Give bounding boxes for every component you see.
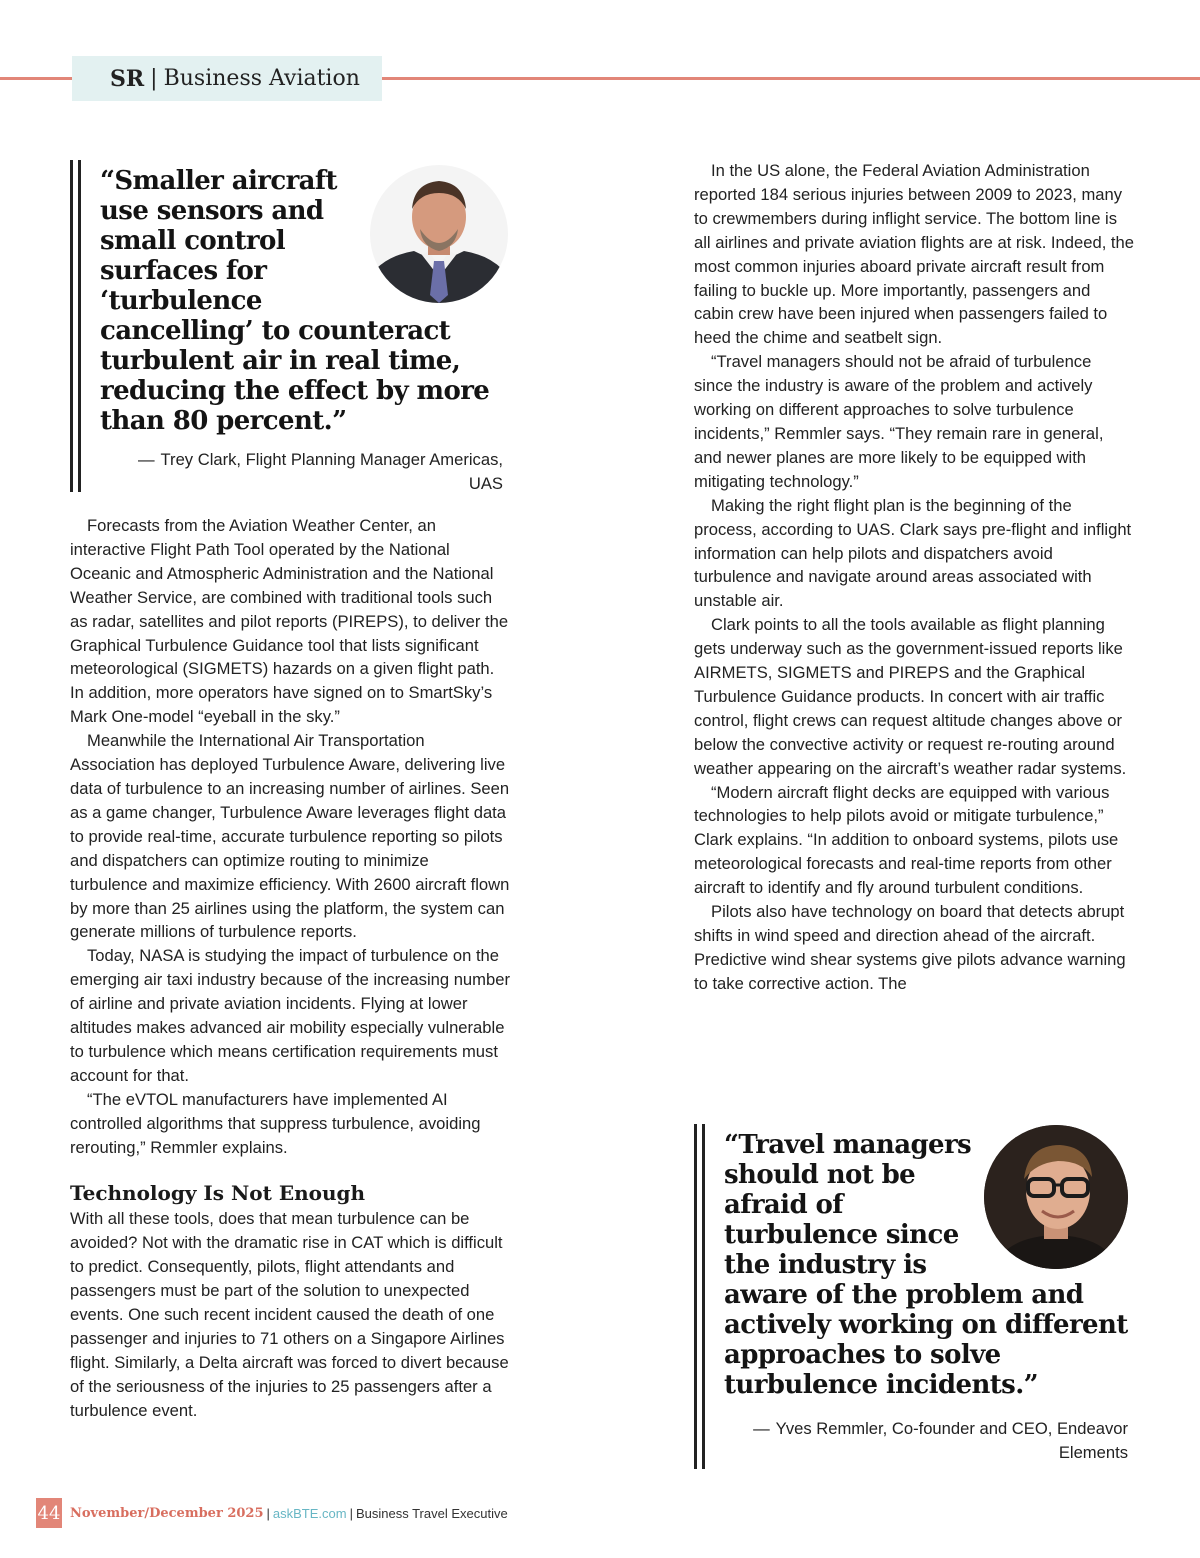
issue-date: November/December 2025 — [70, 1505, 264, 1521]
section-title: Business Aviation — [163, 66, 360, 91]
pullquote-text: “Smaller aircraft use sensors and small control surfaces for ‘turbulence cancelling’ to counteract turbulent air in real time, reducing the effect by more than 80 percent.” — [100, 166, 490, 436]
pullquote-attribution — [100, 448, 503, 496]
article-paragraph: Clark points to all the tools available as flight planning gets underway such as the government-issued reports like AIRMETS, SIGMETS and PIREPS and the Graphical Turbulence Guidance products. In concert with air traffic control, flight crews can request altitude changes above or below the convective activity or request re-routing around weather appearing on the aircraft’s weather radar systems. — [694, 615, 1127, 778]
attribution-text: Trey Clark, Flight Planning Manager Americas, UAS — [160, 450, 503, 493]
footer-separator: | — [349, 1505, 353, 1521]
footer-separator: | — [266, 1505, 270, 1521]
article-paragraph: Forecasts from the Aviation Weather Center, an interactive Flight Path Tool operated by the National Oceanic and Atmospheric Administration and the National Weather Service, are combined with traditional tools such as radar, satellites and pilot reports (PIREPS), to deliver the Graphical Turbulence Guidance tool that lists significant meteorological (SIGMETS) hazards on a given flight path. In addition, more operators have signed on to SmartSky’s Mark One-model “eyeball in the sky.” — [70, 516, 509, 727]
article-column-right — [694, 159, 1134, 996]
article-paragraph: In the US alone, the Federal Aviation Administration reported 184 serious injuries between 2009 to 2023, many to crewmembers during inflight service. The bottom line is all airlines and private aviation flights are at risk. Indeed, the most common injuries aboard private aircraft result from failing to buckle up. More importantly, passengers and cabin crew have been injured when passengers failed to heed the chime and seatbelt sign. — [694, 161, 1134, 348]
article-paragraph: Today, NASA is studying the impact of turbulence on the emerging air taxi industry because of the increasing number of airline and private aviation incidents. Flying at lower altitudes makes advanced air mobility especially vulnerable to turbulence which means certification requirements must account for that. — [70, 946, 510, 1085]
page-number: 44 — [36, 1498, 62, 1528]
quote-bar — [694, 1124, 697, 1469]
attribution-text: Yves Remmler, Co-founder and CEO, Endeavor Elements — [775, 1419, 1128, 1462]
article-paragraph: “Modern aircraft flight decks are equipped with various technologies to help pilots avoid or mitigate turbulence,” Clark explains. “In addition to onboard systems, pilots use meteorological forecasts and real-time reports from other aircraft to identify and fly around turbulent conditions. — [694, 782, 1119, 898]
header-rule-left — [0, 77, 72, 80]
publication-name: Business Travel Executive — [355, 1505, 508, 1521]
article-paragraph: Meanwhile the International Air Transportation Association has deployed Turbulence Aware, delivering live data of turbulence to an increasing number of airlines. Seen as a game changer, Turbulence Aware leverages flight data to provide real-time, accurate turbulence reporting so pilots and dispatchers can optimize routing to minimize turbulence and maximize efficiency. With 2600 aircraft flown by more than 25 airlines using the platform, the system can generate millions of turbulence reports. — [70, 731, 510, 942]
section-abbr: SR — [110, 65, 145, 92]
portrait-icon — [370, 165, 508, 303]
section-header — [72, 56, 382, 101]
article-paragraph: With all these tools, does that mean turbulence can be avoided? Not with the dramatic rise in CAT which is difficult to predict. Consequently, pilots, flight attendants and passengers must be part of the solution to unexpected events. One such recent incident caused the death of one passenger and injuries to 71 others on a Singapore Airlines flight. Similarly, a Delta aircraft was forced to divert because of the seriousness of the injuries to 25 passengers after a turbulence event. — [70, 1209, 509, 1420]
article-paragraph: Pilots also have technology on board that detects abrupt shifts in wind speed and direction ahead of the aircraft. Predictive wind shear systems give pilots advance warning to take corrective action. The — [694, 902, 1126, 993]
pullquote-text: “Travel managers should not be afraid of turbulence since the industry is aware of the problem and actively working on different approaches to solve turbulence incidents.” — [724, 1130, 1128, 1400]
header-rule-right — [382, 77, 1200, 80]
quote-bar — [702, 1124, 705, 1469]
header-separator: | — [150, 66, 158, 91]
quote-bar — [78, 160, 81, 492]
attribution-dash: — — [137, 450, 155, 469]
pullquote-attribution — [724, 1417, 1128, 1465]
avatar-trey-clark — [370, 165, 508, 303]
attribution-dash: — — [753, 1419, 770, 1438]
page-footer — [36, 1498, 508, 1528]
subheading: Technology Is Not Enough — [70, 1181, 366, 1206]
website-link[interactable]: askBTE.com — [272, 1505, 347, 1521]
article-paragraph: “The eVTOL manufacturers have implemented AI controlled algorithms that suppress turbulence, avoiding rerouting,” Remmler explains. — [70, 1089, 481, 1157]
article-paragraph: Making the right flight plan is the beginning of the process, according to UAS. Clark says pre-flight and inflight information can help pilots and dispatchers avoid turbulence and navigate around areas associated with unstable air. — [694, 495, 1132, 611]
article-paragraph: “Travel managers should not be afraid of turbulence since the industry is aware of the problem and actively working on different approaches to solve turbulence incidents,” Remmler says. “They remain rare in general, and newer planes are more likely to be equipped with mitigating technology.” — [694, 352, 1104, 491]
article-column-left — [70, 514, 510, 1423]
portrait-icon — [984, 1125, 1128, 1269]
avatar-yves-remmler — [984, 1125, 1128, 1269]
quote-bar — [70, 160, 73, 492]
